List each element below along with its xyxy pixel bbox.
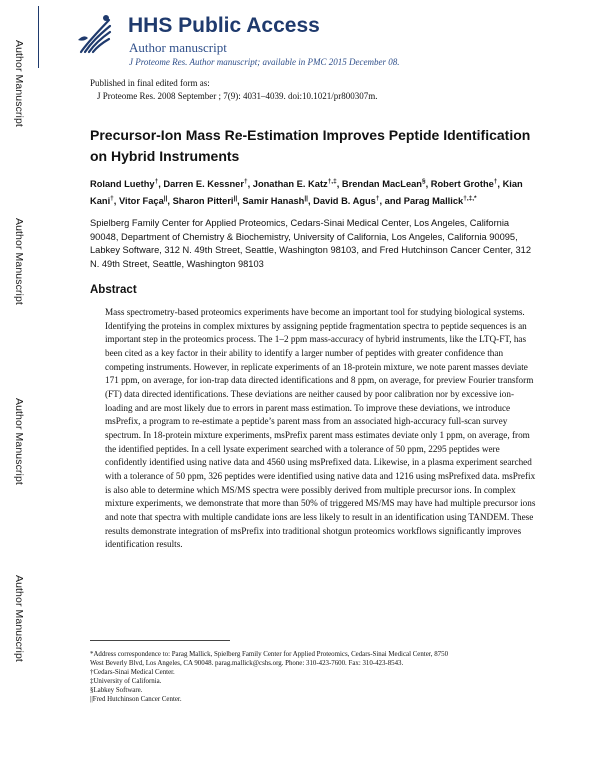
author-name: Vitor Faça (118, 195, 164, 206)
author-affiliation-mark: † (154, 178, 159, 185)
author-name: David B. Agus (313, 195, 376, 206)
paper-title: Precursor-Ion Mass Re-Estimation Improves Peptide Identification on Hybrid Instruments (90, 127, 531, 164)
author-affiliation-mark: †,‡,* (463, 194, 477, 202)
footnote-line: §Labkey Software. (90, 686, 143, 694)
abstract-heading: Abstract (90, 284, 137, 296)
abstract-text: Mass spectrometry-based proteomics experiments have become an important tool for studying biological systems. Identifying the proteins in complex mixtures by assigning peptide fragmentation spectra to peptide sequences is an important step in the proteomics process. The 1–2 ppm mass-accuracy of hybrid instruments, like the LTQ-FT, has been cited as a key factor in their ability to identify a larger number of peptides with greater confidence than competing instruments. However, in replicate experiments of an 18-protein mixture, we note parent masses deviate 171 ppm, on average, for ion-trap data directed identifications and 8 ppm, on average, for preview Fourier transform (FT) data directed identifications. These deviations are neither caused by poor calibration nor by excessive ion-loading and are most likely due to errors in parent mass estimation. To improve these deviations, we introduce msPrefix, a program to re-estimate a peptide’s parent mass from an associated high-accuracy full-scan survey spectrum. In 18-protein mixture experiments, msPrefix parent mass estimates deviate only 1 ppm, on average, from the identified peptides. In a cell lysate experiment searched with a tolerance of 50 ppm, 2295 peptides were confidently identified using native data and 4560 using msPrefixed data. Likewise, in a plasma experiment searched with a tolerance of 50 ppm, 326 peptides were identified using native data and 1216 using msPrefixed data. msPrefix is also able to determine which MS/MS spectra were possibly derived from multiple precursor ions. In complex mixture experiments, we demonstrate that more than 50% of triggered MS/MS may have had multiple precursor ions and note that spectra with multiple candidate ions are less likely to result in an identification using TANDEM. These results demonstrate integration of msPrefix into traditional shotgun proteomics workflows significantly improves identification results. (105, 307, 536, 550)
author-affiliation-mark: || (304, 194, 308, 202)
author-list: Roland Luethy†, Darren E. Kessner†, Jonathan E. Katz†,‡, Brendan MacLean§, Robert Grothe†, Kian Kani†, Vitor Faça||, Sharon Pitteri||, Samir Hanash||, David B. Agus†, and Parag Mallick†,‡,* (90, 178, 523, 206)
author-name: Brendan MacLean (341, 179, 422, 190)
footnote-line: †Cedars-Sinai Medical Center. (90, 668, 175, 676)
footnote-divider (90, 640, 230, 641)
published-label: Published in final edited form as: (90, 78, 210, 88)
footnote-line: *Address correspondence to: Parag Mallick, Spielberg Family Center for Applied Proteomics, Cedars-Sinai Medical Center, 8750 (90, 651, 449, 658)
hhs-title: HHS Public Access (128, 14, 320, 37)
hhs-logo-icon (76, 12, 114, 56)
affiliations: Spielberg Family Center for Applied Proteomics, Cedars-Sinai Medical Center, Los Angeles, California 90048, Department of Chemistry & Biochemistry, University of California, Los Angeles, California 90095, Labkey Software, 312 N. 49th Street, Seattle, Washington 98103, and Fred Hutchinson Cancer Center, 312 N. 49th Street, Seattle, Washington 98103 (90, 218, 532, 269)
author-affiliation-mark: †,‡ (327, 178, 337, 185)
author-name: Darren E. Kessner (163, 179, 244, 190)
header-divider (38, 6, 39, 68)
availability-note: J Proteome Res. Author manuscript; available in PMC 2015 December 08. (129, 57, 400, 67)
footnote-line: ||Fred Hutchinson Cancer Center. (90, 695, 182, 703)
author-affiliation-mark: || (233, 194, 238, 202)
footnote-line: West Beverly Blvd, Los Angeles, CA 90048. parag.mallick@cshs.org. Phone: 310-423-7600. Fax: 310-423-8543. (90, 659, 404, 667)
author-name: Kian Kani (90, 179, 523, 206)
sidebar-label: Author Manuscript (13, 398, 25, 485)
footnote-line: ‡University of California. (90, 677, 162, 685)
author-manuscript-subtitle: Author manuscript (129, 40, 227, 55)
author-name: Parag Mallick (403, 195, 464, 206)
sidebar-label: Author Manuscript (13, 40, 25, 127)
author-affiliation-mark: † (110, 194, 114, 202)
publication-citation: J Proteome Res. 2008 September ; 7(9): 4031–4039. doi:10.1021/pr800307m. (97, 91, 378, 101)
author-name: Roland Luethy (90, 179, 155, 190)
author-affiliation-mark: † (375, 194, 380, 202)
footnotes (90, 651, 537, 704)
author-name: Robert Grothe (430, 179, 494, 190)
author-name: Sharon Pitteri (172, 195, 234, 206)
author-name: Jonathan E. Katz (252, 179, 328, 190)
sidebar-label: Author Manuscript (13, 218, 25, 305)
sidebar-label: Author Manuscript (13, 575, 25, 662)
author-affiliation-mark: || (163, 194, 168, 202)
author-affiliation-mark: † (493, 178, 498, 185)
author-name: Samir Hanash (242, 195, 305, 206)
author-affiliation-mark: † (243, 178, 248, 185)
author-affiliation-mark: § (421, 178, 426, 185)
